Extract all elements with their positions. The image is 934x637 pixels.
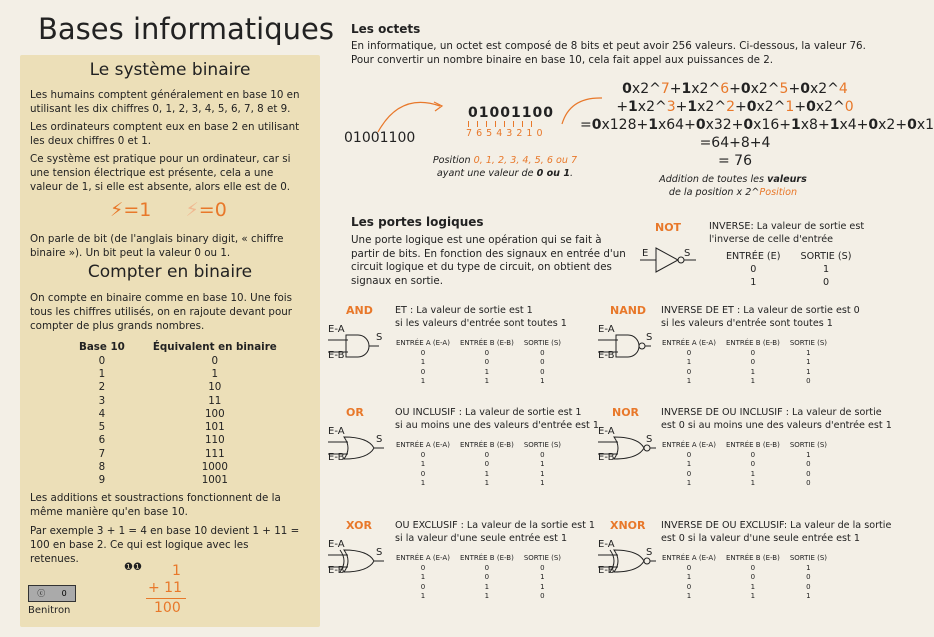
table-header: SORTIE (S) — [789, 339, 828, 347]
table-cell: 1 — [98, 367, 106, 380]
gate-desc-line: INVERSE DE OU EXCLUSIF: La valeur de la sortie — [661, 520, 892, 531]
table-row — [716, 276, 862, 289]
table-row — [391, 348, 566, 358]
table-cell: 100 — [204, 407, 225, 420]
author-name: Benitron — [28, 605, 71, 616]
table-cell: 1 — [806, 592, 811, 601]
left-panel — [20, 55, 320, 627]
position-ticks — [468, 121, 540, 127]
gates-intro: Une porte logique est une opération qui se fait à partir de bits. En fonction des signaux en entrée d'un circuit logique et du type de circuit, on obtient des signaux en sortie. — [351, 234, 626, 287]
table-header: SORTIE (S) — [523, 441, 562, 449]
table-cell: 1 — [420, 592, 426, 601]
table-cell: 1 — [540, 469, 545, 478]
table-row — [391, 450, 566, 460]
table-cell: 1 — [750, 479, 756, 488]
table-cell: 1 — [540, 460, 545, 469]
formula-line: = 76 — [718, 153, 752, 169]
truth-table-xor — [391, 553, 566, 601]
table-row — [657, 469, 832, 479]
caption-values: valeurs — [767, 174, 807, 185]
table-cell: 1 — [211, 367, 219, 380]
caption-bits: 0 ou 1 — [536, 168, 571, 179]
caption-text: ayant une valeur de — [436, 168, 537, 179]
truth-table-or — [391, 440, 566, 488]
table-cell: 1 — [484, 592, 490, 601]
table-row — [391, 573, 566, 583]
table-row — [75, 367, 281, 380]
table-cell: 0 — [806, 460, 811, 469]
table-cell: 0 — [750, 264, 757, 275]
table-cell: 0 — [420, 450, 426, 459]
octets-text: En informatique, un octet est composé de 8 bits et peut avoir 256 valeurs. Ci-dessous, la valeur 76. — [351, 40, 866, 52]
table-cell: 0 — [750, 573, 756, 582]
table-header: ENTRÉE A (E-A) — [662, 441, 716, 449]
table-cell: 0 — [686, 582, 692, 591]
table-cell: 0 — [540, 563, 545, 572]
table-cell: 0 — [420, 348, 426, 357]
gate-label-nor: NOR — [612, 406, 640, 419]
table-header: ENTRÉE A (E-A) — [396, 441, 450, 449]
table-header: SORTIE (S) — [523, 339, 562, 347]
counting-table — [75, 340, 281, 487]
table-header: ENTRÉE B (E-B) — [725, 554, 780, 562]
table-cell: 1 — [806, 563, 811, 572]
gate-pin-label: S — [376, 332, 383, 343]
table-header: SORTIE (S) — [789, 441, 828, 449]
table-cell: 1 — [750, 367, 756, 376]
gate-desc-line: INVERSE DE ET : La valeur de sortie est 0 — [661, 305, 860, 316]
table-cell: 101 — [204, 421, 225, 434]
table-header: ENTRÉE B (E-B) — [459, 554, 514, 562]
table-cell: 1 — [686, 377, 692, 386]
table-row — [657, 479, 832, 489]
table-header: ENTRÉE B (E-B) — [459, 441, 514, 449]
table-row — [391, 582, 566, 592]
gate-desc-line: si au moins une des valeurs d'entrée est 1 — [395, 419, 599, 431]
gate-desc-line: est 0 si au moins une des valeurs d'entrée est 1 — [661, 419, 892, 431]
lightning-on-icon: ⚡ — [110, 199, 124, 221]
table-header: SORTIE (S) — [523, 554, 562, 562]
table-header: SORTIE (S) — [800, 251, 852, 262]
gate-pin-label: E-B — [598, 350, 615, 361]
table-cell: 0 — [420, 582, 426, 591]
gate-pin-label: E-A — [598, 324, 615, 335]
table-cell: 0 — [484, 348, 490, 357]
table-cell: 0 — [686, 367, 692, 376]
table-cell: 0 — [806, 582, 811, 591]
formula-line: +1x2^3+1x2^2+0x2^1+0x2^0 — [616, 99, 854, 115]
table-cell: 5 — [98, 421, 106, 434]
caption-text: de la position x 2^ — [668, 187, 760, 198]
table-cell: 0 — [806, 479, 811, 488]
table-cell: 110 — [204, 434, 225, 447]
table-row — [391, 377, 566, 387]
table-cell: 11 — [208, 394, 222, 407]
section-title-counting: Compter en binaire — [87, 262, 253, 282]
value-one: =1 — [123, 199, 152, 221]
gate-pin-label: S — [646, 547, 653, 558]
table-cell: 1 — [822, 264, 830, 275]
table-header: SORTIE (S) — [789, 554, 828, 562]
page-title: Bases informatiques — [38, 12, 334, 46]
paragraph: Ce système est pratique pour un ordinateur, car si une tension électrique est présente, cela a une valeur de 1, si elle est absente, alors elle est de 0. — [30, 153, 291, 193]
table-header: ENTRÉE B (E-B) — [725, 339, 780, 347]
addition-top: 1 — [172, 563, 181, 579]
gate-desc-nand — [661, 305, 860, 330]
table-cell: 0 — [750, 460, 756, 469]
table-cell: 1 — [420, 573, 426, 582]
table-cell: 0 — [540, 367, 545, 376]
table-cell: 1 — [420, 358, 426, 367]
table-cell: 1 — [750, 592, 756, 601]
gate-desc-line: si les valeurs d'entrée sont toutes 1 — [661, 317, 833, 329]
table-cell: 0 — [686, 563, 692, 572]
table-cell: 0 — [686, 469, 692, 478]
gate-label-nand: NAND — [610, 304, 647, 317]
table-cell: 1000 — [201, 461, 228, 474]
gate-pin-label: S — [646, 332, 653, 343]
addition-operand: + 11 — [148, 580, 182, 596]
arrow-1-head — [434, 102, 442, 111]
table-cell: 1 — [806, 367, 811, 376]
table-cell: 1 — [750, 377, 756, 386]
table-cell: 0 — [540, 348, 545, 357]
gate-desc-not — [709, 221, 864, 246]
arrow-1 — [378, 102, 440, 132]
table-cell: 1 — [540, 573, 545, 582]
table-row — [75, 474, 281, 487]
voltage-legend — [110, 199, 227, 221]
truth-table-nand — [657, 338, 832, 386]
table-row — [657, 563, 832, 573]
table-cell: 0 — [484, 460, 490, 469]
table-row — [391, 563, 566, 573]
table-row — [657, 367, 832, 377]
table-header: ENTRÉE A (E-A) — [396, 339, 450, 347]
table-cell: 1 — [484, 377, 490, 386]
table-row — [391, 479, 566, 489]
table-cell: 7 — [98, 447, 106, 460]
table-header: Base 10 — [79, 341, 125, 353]
table-header: Équivalent en binaire — [152, 341, 277, 353]
caption-text: Position — [432, 155, 474, 166]
table-cell: 0 — [750, 450, 756, 459]
table-cell: 1 — [750, 277, 757, 288]
table-cell: 1 — [484, 367, 490, 376]
table-cell: 1 — [806, 450, 811, 459]
table-row — [657, 592, 832, 602]
table-row — [657, 358, 832, 368]
position-digits: 7 6 5 4 3 2 1 0 — [466, 128, 543, 139]
addition-caption — [648, 173, 818, 199]
table-header: ENTRÉE A (E-A) — [662, 339, 716, 347]
table-cell: 1 — [750, 469, 756, 478]
table-cell: 0 — [750, 563, 756, 572]
gate-pin-label: E-A — [328, 426, 345, 437]
table-row — [391, 367, 566, 377]
table-cell: 0 — [540, 592, 545, 601]
table-cell: 3 — [98, 394, 106, 407]
gate-pin-label: E-A — [328, 539, 345, 550]
position-caption — [425, 154, 585, 180]
formula-line: =0x128+1x64+0x32+0x16+1x8+1x4+0x2+0x1 — [580, 117, 934, 133]
table-header: ENTRÉE A (E-A) — [396, 554, 450, 562]
caption-text: Addition de toutes les — [659, 174, 768, 185]
octets-text: Pour convertir un nombre binaire en base 10, cela fait appel aux puissances de 2. — [351, 54, 774, 66]
gate-pin-label: S — [376, 434, 383, 445]
table-cell: 1 — [540, 582, 545, 591]
table-cell: 1 — [686, 358, 692, 367]
binary-number: 01001100 — [344, 130, 416, 146]
gate-desc-line: l'inverse de celle d'entrée — [709, 233, 834, 245]
not-output-label: S — [684, 248, 691, 259]
paragraph: Les additions et soustractions fonctionnent de la même manière qu'en base 10. — [30, 492, 281, 518]
table-header: ENTRÉE B (E-B) — [459, 339, 514, 347]
table-cell: 1 — [806, 348, 811, 357]
table-cell: 0 — [540, 450, 545, 459]
gate-pin-label: E-A — [598, 426, 615, 437]
paragraph: On parle de bit (de l'anglais binary digit, « chiffre binaire »). Un bit peut la valeur 0 ou 1. — [30, 233, 284, 259]
table-cell: 0 — [484, 573, 490, 582]
table-cell: 0 — [822, 277, 830, 288]
table-cell: 0 — [806, 377, 811, 386]
paragraph: On compte en binaire comme en base 10. Une fois tous les chiffres utilisés, on en rajoute devant pour compter de plus grands nombres. — [30, 292, 293, 332]
gate-pin-label: E-B — [328, 350, 345, 361]
table-cell: 1 — [420, 479, 426, 488]
gate-desc-or — [395, 407, 599, 432]
addition-result: 100 — [154, 600, 181, 616]
binary-number-bold: 01001100 — [468, 105, 554, 121]
section-title-binary-system: Le système binaire — [89, 60, 251, 80]
table-row — [657, 348, 832, 358]
table-cell: 111 — [204, 447, 225, 460]
gate-pin-label: S — [646, 434, 653, 445]
formula-line: 0x2^7+1x2^6+0x2^5+0x2^4 — [622, 81, 848, 97]
not-input-label: E — [642, 248, 649, 259]
gate-desc-line: INVERSE: La valeur de sortie est — [709, 221, 865, 232]
gate-label-not: NOT — [655, 221, 682, 234]
table-row — [75, 447, 281, 460]
paragraph: Les ordinateurs comptent eux en base 2 en utilisant les deux chiffres 0 et 1. — [30, 121, 300, 147]
truth-table-and — [391, 338, 566, 386]
gate-label-or: OR — [346, 406, 364, 419]
table-cell: 10 — [208, 381, 222, 394]
gate-label-xor: XOR — [346, 519, 372, 532]
table-cell: 1 — [806, 358, 811, 367]
gate-pin-label: E-B — [598, 452, 615, 463]
truth-table-not — [716, 250, 862, 289]
table-cell: 1 — [750, 582, 756, 591]
table-row — [391, 592, 566, 602]
table-cell: 1001 — [201, 474, 228, 487]
gate-label-and: AND — [346, 304, 373, 317]
gate-pin-label: E-B — [598, 565, 615, 576]
table-cell: 0 — [750, 358, 756, 367]
table-cell: 4 — [98, 407, 106, 420]
gate-desc-nor — [661, 407, 892, 432]
table-cell: 0 — [750, 348, 756, 357]
gate-desc-line: INVERSE DE OU INCLUSIF : La valeur de sortie — [661, 407, 882, 418]
table-cell: 0 — [806, 469, 811, 478]
table-cell: 0 — [540, 358, 545, 367]
gate-pin-label: E-B — [328, 452, 345, 463]
table-cell: 1 — [686, 479, 692, 488]
table-cell: 0 — [420, 563, 426, 572]
paragraph: Par exemple 3 + 1 = 4 en base 10 devient 1 + 11 = 100 en base 2. Ce qui est logique avec les retenues. — [30, 525, 300, 565]
table-row — [75, 394, 281, 407]
table-cell: 0 — [420, 367, 426, 376]
gate-desc-and — [395, 305, 567, 330]
table-cell: 9 — [98, 474, 106, 487]
not-gate-symbol — [640, 243, 700, 275]
table-header: ENTRÉE (E) — [726, 251, 781, 262]
table-cell: 8 — [98, 461, 106, 474]
table-row — [391, 460, 566, 470]
gates-title: Les portes logiques — [351, 215, 484, 229]
gate-desc-line: OU EXCLUSIF : La valeur de la sortie est 1 — [395, 520, 596, 531]
table-cell: 1 — [484, 479, 490, 488]
table-cell: 0 — [686, 450, 692, 459]
octets-title: Les octets — [351, 22, 421, 36]
conversion-formula — [580, 80, 934, 170]
cc-license-icon: ⓒ 0 — [28, 585, 76, 602]
truth-table-nor — [657, 440, 832, 488]
value-zero: =0 — [198, 199, 227, 221]
gate-desc-line: ET : La valeur de sortie est 1 — [395, 305, 533, 316]
table-row — [657, 450, 832, 460]
table-cell: 0 — [484, 450, 490, 459]
gate-label-xnor: XNOR — [610, 519, 646, 532]
gate-pin-label: E-B — [328, 565, 345, 576]
table-row — [75, 407, 281, 420]
table-cell: 6 — [98, 434, 106, 447]
table-cell: 1 — [686, 592, 692, 601]
table-row — [657, 573, 832, 583]
table-cell: 0 — [806, 573, 811, 582]
table-cell: 1 — [484, 469, 490, 478]
table-cell: 0 — [98, 354, 106, 367]
table-row — [75, 420, 281, 433]
carry-marks: ❶❶ — [124, 562, 142, 573]
gate-desc-line: OU INCLUSIF : La valeur de sortie est 1 — [395, 407, 582, 418]
table-cell: 1 — [686, 573, 692, 582]
gate-desc-line: est 0 si la valeur d'une seule entrée est 1 — [661, 532, 860, 544]
table-cell: 1 — [420, 377, 426, 386]
table-cell: 1 — [686, 460, 692, 469]
caption-text: . — [570, 168, 574, 179]
caption-positions: 0, 1, 2, 3, 4, 5, 6 ou 7 — [473, 155, 578, 166]
gate-desc-line: si les valeurs d'entrée sont toutes 1 — [395, 317, 567, 329]
table-row — [75, 460, 281, 473]
paragraph: Les humains comptent généralement en base 10 en utilisant les dix chiffres 0, 1, 2, 3, 4, 5, 6, 7, 8 et 9. — [30, 89, 300, 115]
table-cell: 1 — [420, 460, 426, 469]
table-cell: 1 — [540, 479, 545, 488]
table-row — [391, 469, 566, 479]
table-row — [75, 381, 281, 394]
table-row — [657, 460, 832, 470]
table-header: ENTRÉE A (E-A) — [662, 554, 716, 562]
table-cell: 2 — [98, 381, 106, 394]
caption-position: Position — [759, 187, 798, 198]
lightning-off-icon: ⚡ — [185, 199, 199, 221]
table-cell: 0 — [686, 348, 692, 357]
gate-pin-label: E-A — [598, 539, 615, 550]
table-cell: 1 — [540, 377, 545, 386]
gate-pin-label: E-A — [328, 324, 345, 335]
table-row — [716, 263, 862, 276]
table-row — [391, 358, 566, 368]
addition-line — [146, 598, 186, 599]
gate-desc-line: si la valeur d'une seule entrée est 1 — [395, 532, 568, 544]
truth-table-xnor — [657, 553, 832, 601]
table-cell: 0 — [211, 354, 219, 367]
table-cell: 0 — [420, 469, 426, 478]
table-row — [75, 354, 281, 367]
table-cell: 1 — [484, 582, 490, 591]
table-row — [657, 377, 832, 387]
table-row — [75, 434, 281, 447]
table-row — [657, 582, 832, 592]
gate-pin-label: S — [376, 547, 383, 558]
gate-desc-xnor — [661, 520, 891, 545]
formula-line: =64+8+4 — [699, 135, 771, 151]
table-header: ENTRÉE B (E-B) — [725, 441, 780, 449]
gate-desc-xor — [395, 520, 595, 545]
table-cell: 0 — [484, 358, 490, 367]
table-cell: 0 — [484, 563, 490, 572]
